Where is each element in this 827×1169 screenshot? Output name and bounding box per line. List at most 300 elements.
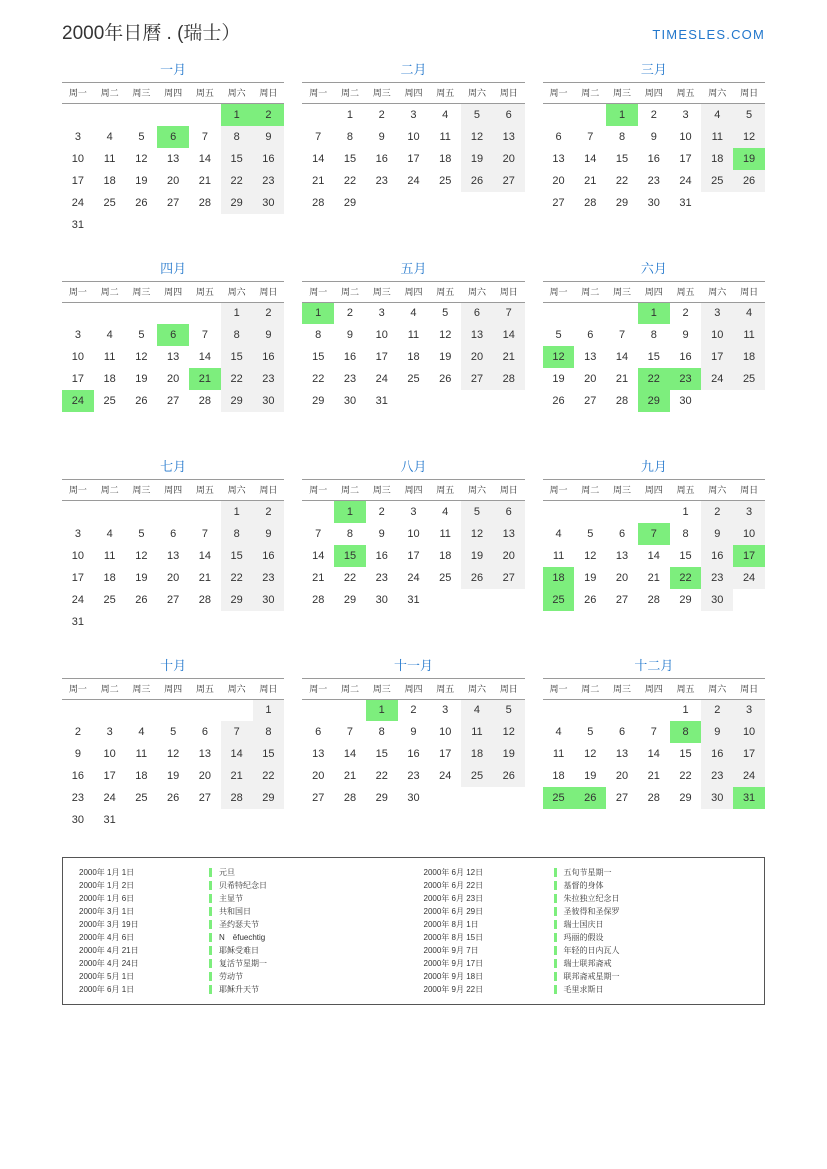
day-cell[interactable]: 16 bbox=[253, 545, 285, 567]
day-cell[interactable]: 25 bbox=[439, 571, 452, 584]
day-cell[interactable]: 18 bbox=[439, 549, 452, 562]
day-cell[interactable]: 25 bbox=[461, 765, 493, 787]
day-cell[interactable]: 19 bbox=[461, 148, 493, 170]
day-cell[interactable]: 4 bbox=[555, 527, 562, 540]
day-cell[interactable]: 16 bbox=[253, 148, 285, 170]
day-cell[interactable]: 10 bbox=[733, 721, 765, 743]
day-cell[interactable]: 5 bbox=[138, 130, 145, 143]
day-cell[interactable]: 28 bbox=[198, 395, 211, 407]
day-cell[interactable]: 26 bbox=[493, 765, 525, 787]
day-cell[interactable]: 11 bbox=[552, 549, 565, 562]
day-cell[interactable]: 9 bbox=[253, 523, 285, 545]
day-cell[interactable]: 3 bbox=[74, 130, 81, 143]
day-cell[interactable]: 14 bbox=[198, 351, 211, 363]
day-cell[interactable]: 14 bbox=[647, 748, 660, 760]
day-cell[interactable]: 21 bbox=[198, 571, 211, 584]
day-cell[interactable]: 29 bbox=[312, 395, 325, 407]
day-cell[interactable]: 28 bbox=[647, 792, 660, 804]
day-cell[interactable]: 3 bbox=[106, 726, 113, 738]
day-cell[interactable]: 28 bbox=[647, 593, 660, 606]
day-cell[interactable]: 30 bbox=[375, 593, 388, 606]
day-cell-holiday[interactable]: 1 bbox=[606, 104, 638, 126]
day-cell[interactable]: 22 bbox=[343, 571, 357, 584]
day-cell[interactable]: 4 bbox=[138, 726, 145, 738]
day-cell[interactable]: 12 bbox=[584, 549, 597, 562]
day-cell[interactable]: 21 bbox=[221, 765, 253, 787]
day-cell[interactable]: 14 bbox=[493, 324, 525, 346]
day-cell[interactable]: 10 bbox=[407, 527, 420, 540]
day-cell[interactable]: 14 bbox=[647, 549, 660, 562]
day-cell[interactable]: 19 bbox=[135, 174, 148, 187]
day-cell[interactable]: 13 bbox=[461, 324, 493, 346]
day-cell[interactable]: 31 bbox=[103, 814, 116, 826]
day-cell[interactable]: 28 bbox=[343, 792, 357, 804]
day-cell[interactable]: 29 bbox=[343, 593, 357, 606]
day-cell[interactable]: 21 bbox=[584, 174, 597, 187]
day-cell-holiday[interactable]: 25 bbox=[543, 589, 575, 611]
day-cell[interactable]: 13 bbox=[198, 748, 211, 760]
day-cell[interactable]: 8 bbox=[221, 324, 253, 346]
day-cell[interactable]: 19 bbox=[135, 571, 148, 584]
day-cell[interactable]: 15 bbox=[253, 743, 285, 765]
day-cell[interactable]: 2 bbox=[378, 505, 385, 518]
day-cell[interactable]: 27 bbox=[493, 567, 525, 589]
day-cell[interactable]: 24 bbox=[375, 373, 388, 385]
day-cell[interactable]: 25 bbox=[135, 792, 148, 804]
day-cell[interactable]: 18 bbox=[701, 148, 733, 170]
day-cell[interactable]: 26 bbox=[733, 170, 765, 192]
day-cell[interactable]: 9 bbox=[410, 726, 417, 738]
day-cell[interactable]: 7 bbox=[346, 726, 354, 738]
day-cell[interactable]: 10 bbox=[679, 130, 692, 143]
day-cell[interactable]: 13 bbox=[493, 523, 525, 545]
day-cell[interactable]: 17 bbox=[103, 770, 116, 782]
day-cell[interactable]: 12 bbox=[135, 152, 148, 165]
day-cell[interactable]: 22 bbox=[375, 770, 388, 782]
day-cell[interactable]: 13 bbox=[167, 351, 180, 363]
day-cell[interactable]: 5 bbox=[170, 726, 177, 738]
day-cell[interactable]: 25 bbox=[439, 174, 452, 187]
day-cell[interactable]: 19 bbox=[439, 351, 452, 363]
day-cell[interactable]: 28 bbox=[493, 368, 525, 390]
day-cell[interactable]: 13 bbox=[615, 748, 629, 760]
day-cell-holiday[interactable]: 1 bbox=[221, 104, 253, 126]
day-cell[interactable]: 11 bbox=[733, 324, 765, 346]
day-cell[interactable]: 9 bbox=[346, 329, 354, 341]
day-cell[interactable]: 24 bbox=[733, 765, 765, 787]
day-cell[interactable]: 14 bbox=[198, 152, 211, 165]
day-cell[interactable]: 23 bbox=[407, 770, 420, 782]
day-cell[interactable]: 20 bbox=[167, 174, 180, 187]
day-cell[interactable]: 30 bbox=[701, 589, 733, 611]
day-cell[interactable]: 7 bbox=[201, 527, 208, 540]
day-cell[interactable]: 8 bbox=[650, 329, 657, 341]
day-cell[interactable]: 21 bbox=[493, 346, 525, 368]
day-cell[interactable]: 7 bbox=[201, 130, 208, 143]
day-cell[interactable]: 2 bbox=[378, 108, 385, 121]
day-cell[interactable]: 28 bbox=[198, 196, 211, 209]
day-cell[interactable]: 20 bbox=[584, 373, 597, 385]
day-cell[interactable]: 18 bbox=[103, 571, 116, 584]
day-cell[interactable]: 26 bbox=[461, 567, 493, 589]
day-cell[interactable]: 11 bbox=[552, 748, 565, 760]
day-cell[interactable]: 17 bbox=[679, 152, 692, 165]
day-cell[interactable]: 22 bbox=[221, 368, 253, 390]
day-cell[interactable]: 5 bbox=[587, 527, 594, 540]
day-cell[interactable]: 4 bbox=[733, 302, 765, 324]
day-cell[interactable]: 2 bbox=[701, 699, 733, 721]
day-cell[interactable]: 2 bbox=[253, 302, 285, 324]
day-cell[interactable]: 16 bbox=[375, 549, 388, 562]
day-cell[interactable]: 27 bbox=[584, 395, 597, 407]
day-cell[interactable]: 10 bbox=[71, 152, 84, 165]
day-cell[interactable]: 23 bbox=[701, 765, 733, 787]
day-cell[interactable]: 20 bbox=[167, 571, 180, 584]
day-cell[interactable]: 6 bbox=[555, 130, 562, 143]
day-cell[interactable]: 7 bbox=[618, 329, 626, 341]
day-cell-holiday[interactable]: 6 bbox=[157, 324, 189, 346]
day-cell[interactable]: 12 bbox=[461, 523, 493, 545]
day-cell[interactable]: 21 bbox=[343, 770, 357, 782]
day-cell[interactable]: 20 bbox=[493, 148, 525, 170]
day-cell[interactable]: 7 bbox=[493, 302, 525, 324]
day-cell[interactable]: 23 bbox=[647, 174, 660, 187]
day-cell[interactable]: 12 bbox=[135, 549, 148, 562]
day-cell[interactable]: 6 bbox=[618, 527, 626, 540]
day-cell[interactable]: 28 bbox=[615, 395, 629, 407]
day-cell[interactable]: 5 bbox=[138, 329, 145, 341]
day-cell[interactable]: 17 bbox=[733, 743, 765, 765]
day-cell[interactable]: 30 bbox=[407, 792, 420, 804]
day-cell[interactable]: 18 bbox=[103, 373, 116, 385]
day-cell[interactable]: 10 bbox=[407, 130, 420, 143]
day-cell[interactable]: 10 bbox=[71, 549, 84, 562]
day-cell[interactable]: 11 bbox=[103, 351, 116, 363]
day-cell[interactable]: 9 bbox=[253, 324, 285, 346]
day-cell[interactable]: 20 bbox=[461, 346, 493, 368]
day-cell[interactable]: 25 bbox=[103, 593, 116, 606]
day-cell[interactable]: 13 bbox=[552, 152, 565, 165]
day-cell[interactable]: 7 bbox=[201, 329, 208, 341]
day-cell[interactable]: 29 bbox=[221, 192, 253, 214]
day-cell[interactable]: 12 bbox=[584, 748, 597, 760]
day-cell-holiday[interactable]: 8 bbox=[670, 721, 702, 743]
day-cell[interactable]: 30 bbox=[343, 395, 357, 407]
day-cell[interactable]: 5 bbox=[461, 501, 493, 523]
day-cell[interactable]: 1 bbox=[682, 704, 689, 717]
day-cell[interactable]: 19 bbox=[493, 743, 525, 765]
day-cell[interactable]: 22 bbox=[221, 170, 253, 192]
day-cell[interactable]: 21 bbox=[647, 571, 660, 584]
day-cell[interactable]: 12 bbox=[439, 329, 452, 341]
day-cell[interactable]: 28 bbox=[312, 593, 325, 606]
day-cell[interactable]: 21 bbox=[198, 174, 211, 187]
day-cell[interactable]: 4 bbox=[701, 104, 733, 126]
day-cell[interactable]: 14 bbox=[312, 549, 325, 562]
day-cell-holiday[interactable]: 1 bbox=[334, 501, 366, 523]
day-cell[interactable]: 11 bbox=[439, 527, 451, 540]
day-cell[interactable]: 27 bbox=[461, 368, 493, 390]
day-cell[interactable]: 20 bbox=[615, 571, 629, 584]
day-cell[interactable]: 4 bbox=[442, 505, 449, 518]
day-cell[interactable]: 10 bbox=[375, 329, 388, 341]
day-cell[interactable]: 13 bbox=[615, 549, 629, 562]
day-cell[interactable]: 5 bbox=[461, 104, 493, 126]
day-cell[interactable]: 25 bbox=[701, 170, 733, 192]
day-cell[interactable]: 21 bbox=[615, 373, 629, 385]
day-cell[interactable]: 3 bbox=[682, 108, 689, 121]
day-cell[interactable]: 27 bbox=[615, 792, 629, 804]
day-cell[interactable]: 1 bbox=[221, 501, 253, 523]
day-cell[interactable]: 27 bbox=[312, 792, 325, 804]
day-cell-holiday[interactable]: 7 bbox=[638, 523, 670, 545]
day-cell[interactable]: 17 bbox=[407, 549, 420, 562]
day-cell[interactable]: 28 bbox=[584, 196, 597, 209]
day-cell[interactable]: 11 bbox=[461, 721, 493, 743]
day-cell[interactable]: 9 bbox=[378, 527, 385, 540]
day-cell[interactable]: 25 bbox=[407, 373, 420, 385]
day-cell[interactable]: 19 bbox=[167, 770, 180, 782]
day-cell[interactable]: 18 bbox=[103, 174, 116, 187]
day-cell[interactable]: 2 bbox=[410, 704, 417, 717]
day-cell[interactable]: 26 bbox=[135, 196, 148, 209]
day-cell[interactable]: 13 bbox=[167, 549, 180, 562]
day-cell[interactable]: 7 bbox=[221, 721, 253, 743]
day-cell[interactable]: 18 bbox=[439, 152, 452, 165]
day-cell[interactable]: 30 bbox=[701, 787, 733, 809]
day-cell[interactable]: 13 bbox=[493, 126, 525, 148]
day-cell[interactable]: 29 bbox=[343, 196, 357, 209]
day-cell-holiday[interactable]: 18 bbox=[543, 567, 575, 589]
day-cell[interactable]: 16 bbox=[701, 545, 733, 567]
day-cell-holiday[interactable]: 31 bbox=[733, 787, 765, 809]
day-cell-holiday[interactable]: 2 bbox=[253, 104, 285, 126]
day-cell[interactable]: 30 bbox=[253, 589, 285, 611]
day-cell[interactable]: 5 bbox=[555, 329, 562, 341]
day-cell[interactable]: 4 bbox=[106, 130, 113, 143]
day-cell[interactable]: 30 bbox=[71, 814, 84, 826]
day-cell[interactable]: 31 bbox=[375, 395, 388, 407]
day-cell[interactable]: 23 bbox=[253, 170, 285, 192]
day-cell[interactable]: 29 bbox=[375, 792, 388, 804]
day-cell[interactable]: 17 bbox=[71, 373, 84, 385]
day-cell[interactable]: 10 bbox=[103, 748, 116, 760]
day-cell[interactable]: 19 bbox=[135, 373, 148, 385]
day-cell[interactable]: 7 bbox=[587, 130, 594, 143]
day-cell[interactable]: 6 bbox=[493, 104, 525, 126]
day-cell[interactable]: 23 bbox=[701, 567, 733, 589]
day-cell[interactable]: 9 bbox=[701, 721, 733, 743]
day-cell[interactable]: 15 bbox=[679, 748, 692, 760]
day-cell[interactable]: 30 bbox=[253, 192, 285, 214]
day-cell[interactable]: 12 bbox=[135, 351, 148, 363]
day-cell[interactable]: 11 bbox=[439, 130, 451, 143]
day-cell[interactable]: 13 bbox=[167, 152, 180, 165]
day-cell[interactable]: 29 bbox=[615, 196, 629, 209]
day-cell[interactable]: 8 bbox=[253, 721, 285, 743]
day-cell[interactable]: 14 bbox=[615, 351, 629, 363]
day-cell[interactable]: 29 bbox=[221, 390, 253, 412]
day-cell-holiday[interactable]: 29 bbox=[638, 390, 670, 412]
day-cell[interactable]: 3 bbox=[733, 501, 765, 523]
day-cell[interactable]: 3 bbox=[701, 302, 733, 324]
day-cell[interactable]: 24 bbox=[407, 174, 420, 187]
day-cell[interactable]: 31 bbox=[71, 218, 84, 231]
day-cell[interactable]: 22 bbox=[253, 765, 285, 787]
day-cell[interactable]: 9 bbox=[378, 130, 385, 143]
day-cell[interactable]: 9 bbox=[253, 126, 285, 148]
day-cell[interactable]: 5 bbox=[733, 104, 765, 126]
day-cell[interactable]: 15 bbox=[679, 549, 692, 562]
day-cell[interactable]: 12 bbox=[167, 748, 180, 760]
day-cell[interactable]: 5 bbox=[493, 699, 525, 721]
day-cell[interactable]: 31 bbox=[407, 593, 420, 606]
day-cell[interactable]: 14 bbox=[221, 743, 253, 765]
day-cell[interactable]: 24 bbox=[439, 770, 452, 782]
day-cell-holiday[interactable]: 12 bbox=[543, 346, 575, 368]
day-cell[interactable]: 8 bbox=[221, 126, 253, 148]
day-cell[interactable]: 3 bbox=[410, 108, 417, 121]
day-cell-holiday[interactable]: 19 bbox=[733, 148, 765, 170]
day-cell[interactable]: 27 bbox=[493, 170, 525, 192]
day-cell[interactable]: 13 bbox=[584, 351, 597, 363]
day-cell[interactable]: 15 bbox=[343, 152, 357, 165]
day-cell[interactable]: 6 bbox=[315, 726, 322, 738]
day-cell[interactable]: 22 bbox=[312, 373, 325, 385]
day-cell-holiday[interactable]: 25 bbox=[543, 787, 575, 809]
day-cell[interactable]: 7 bbox=[650, 726, 657, 738]
day-cell[interactable]: 5 bbox=[138, 527, 145, 540]
day-cell[interactable]: 21 bbox=[312, 571, 325, 584]
day-cell[interactable]: 22 bbox=[343, 174, 357, 187]
day-cell[interactable]: 16 bbox=[701, 743, 733, 765]
day-cell[interactable]: 24 bbox=[701, 368, 733, 390]
day-cell[interactable]: 2 bbox=[74, 726, 81, 738]
day-cell[interactable]: 27 bbox=[167, 395, 180, 407]
day-cell[interactable]: 8 bbox=[682, 527, 689, 540]
day-cell[interactable]: 3 bbox=[733, 699, 765, 721]
day-cell[interactable]: 26 bbox=[461, 170, 493, 192]
day-cell[interactable]: 8 bbox=[221, 523, 253, 545]
day-cell[interactable]: 20 bbox=[615, 770, 629, 782]
day-cell[interactable]: 4 bbox=[106, 527, 113, 540]
day-cell[interactable]: 7 bbox=[315, 130, 322, 143]
day-cell[interactable]: 23 bbox=[375, 571, 388, 584]
day-cell[interactable]: 23 bbox=[253, 567, 285, 589]
day-cell[interactable]: 26 bbox=[584, 593, 597, 606]
day-cell[interactable]: 10 bbox=[71, 351, 84, 363]
day-cell[interactable]: 2 bbox=[650, 108, 657, 121]
day-cell[interactable]: 14 bbox=[312, 152, 325, 165]
day-cell[interactable]: 20 bbox=[493, 545, 525, 567]
day-cell[interactable]: 16 bbox=[407, 748, 420, 760]
day-cell[interactable]: 31 bbox=[679, 196, 692, 209]
day-cell[interactable]: 29 bbox=[221, 589, 253, 611]
day-cell[interactable]: 8 bbox=[378, 726, 385, 738]
day-cell[interactable]: 24 bbox=[71, 593, 84, 606]
day-cell[interactable]: 18 bbox=[733, 346, 765, 368]
day-cell[interactable]: 21 bbox=[312, 174, 325, 187]
day-cell-holiday[interactable]: 1 bbox=[302, 302, 334, 324]
day-cell[interactable]: 16 bbox=[647, 152, 660, 165]
day-cell[interactable]: 12 bbox=[493, 721, 525, 743]
day-cell[interactable]: 9 bbox=[650, 130, 657, 143]
day-cell[interactable]: 5 bbox=[587, 726, 594, 738]
day-cell[interactable]: 14 bbox=[343, 748, 357, 760]
day-cell[interactable]: 4 bbox=[461, 699, 493, 721]
day-cell[interactable]: 31 bbox=[71, 615, 84, 628]
day-cell[interactable]: 24 bbox=[103, 792, 116, 804]
day-cell[interactable]: 26 bbox=[167, 792, 180, 804]
day-cell[interactable]: 18 bbox=[407, 351, 420, 363]
day-cell[interactable]: 3 bbox=[410, 505, 417, 518]
day-cell[interactable]: 26 bbox=[552, 395, 565, 407]
day-cell[interactable]: 10 bbox=[439, 726, 452, 738]
day-cell[interactable]: 23 bbox=[343, 373, 357, 385]
day-cell[interactable]: 10 bbox=[733, 523, 765, 545]
day-cell[interactable]: 12 bbox=[461, 126, 493, 148]
day-cell[interactable]: 15 bbox=[221, 346, 253, 368]
day-cell[interactable]: 27 bbox=[552, 196, 565, 209]
day-cell[interactable]: 17 bbox=[701, 346, 733, 368]
day-cell[interactable]: 16 bbox=[71, 770, 84, 782]
day-cell[interactable]: 19 bbox=[461, 545, 493, 567]
day-cell[interactable]: 22 bbox=[615, 174, 629, 187]
day-cell[interactable]: 3 bbox=[74, 527, 81, 540]
day-cell[interactable]: 9 bbox=[74, 748, 81, 760]
day-cell[interactable]: 30 bbox=[679, 395, 692, 407]
day-cell[interactable]: 8 bbox=[346, 130, 354, 143]
day-cell[interactable]: 15 bbox=[647, 351, 660, 363]
day-cell[interactable]: 9 bbox=[682, 329, 689, 341]
day-cell[interactable]: 23 bbox=[375, 174, 388, 187]
day-cell[interactable]: 14 bbox=[198, 549, 211, 562]
day-cell[interactable]: 2 bbox=[701, 501, 733, 523]
day-cell[interactable]: 25 bbox=[103, 395, 116, 407]
day-cell-holiday[interactable]: 23 bbox=[670, 368, 702, 390]
day-cell[interactable]: 17 bbox=[407, 152, 420, 165]
day-cell[interactable]: 8 bbox=[618, 130, 626, 143]
day-cell[interactable]: 16 bbox=[253, 346, 285, 368]
day-cell[interactable]: 4 bbox=[106, 329, 113, 341]
day-cell[interactable]: 1 bbox=[682, 505, 689, 518]
day-cell[interactable]: 7 bbox=[315, 527, 322, 540]
day-cell[interactable]: 1 bbox=[221, 302, 253, 324]
day-cell[interactable]: 27 bbox=[167, 196, 180, 209]
day-cell[interactable]: 9 bbox=[701, 523, 733, 545]
day-cell-holiday[interactable]: 15 bbox=[334, 545, 366, 567]
day-cell[interactable]: 20 bbox=[552, 174, 565, 187]
day-cell-holiday[interactable]: 1 bbox=[366, 699, 398, 721]
day-cell[interactable]: 26 bbox=[135, 395, 148, 407]
day-cell[interactable]: 19 bbox=[552, 373, 565, 385]
day-cell[interactable]: 16 bbox=[343, 351, 357, 363]
day-cell[interactable]: 6 bbox=[461, 302, 493, 324]
day-cell-holiday[interactable]: 24 bbox=[62, 390, 94, 412]
day-cell[interactable]: 20 bbox=[312, 770, 325, 782]
day-cell[interactable]: 15 bbox=[615, 152, 629, 165]
day-cell[interactable]: 19 bbox=[584, 571, 597, 584]
day-cell[interactable]: 25 bbox=[733, 368, 765, 390]
day-cell[interactable]: 1 bbox=[346, 108, 354, 121]
day-cell[interactable]: 6 bbox=[587, 329, 594, 341]
day-cell[interactable]: 28 bbox=[221, 787, 253, 809]
day-cell[interactable]: 17 bbox=[439, 748, 452, 760]
day-cell[interactable]: 2 bbox=[682, 307, 689, 320]
day-cell[interactable]: 2 bbox=[346, 307, 354, 320]
day-cell[interactable]: 2 bbox=[253, 501, 285, 523]
day-cell[interactable]: 14 bbox=[584, 152, 597, 165]
